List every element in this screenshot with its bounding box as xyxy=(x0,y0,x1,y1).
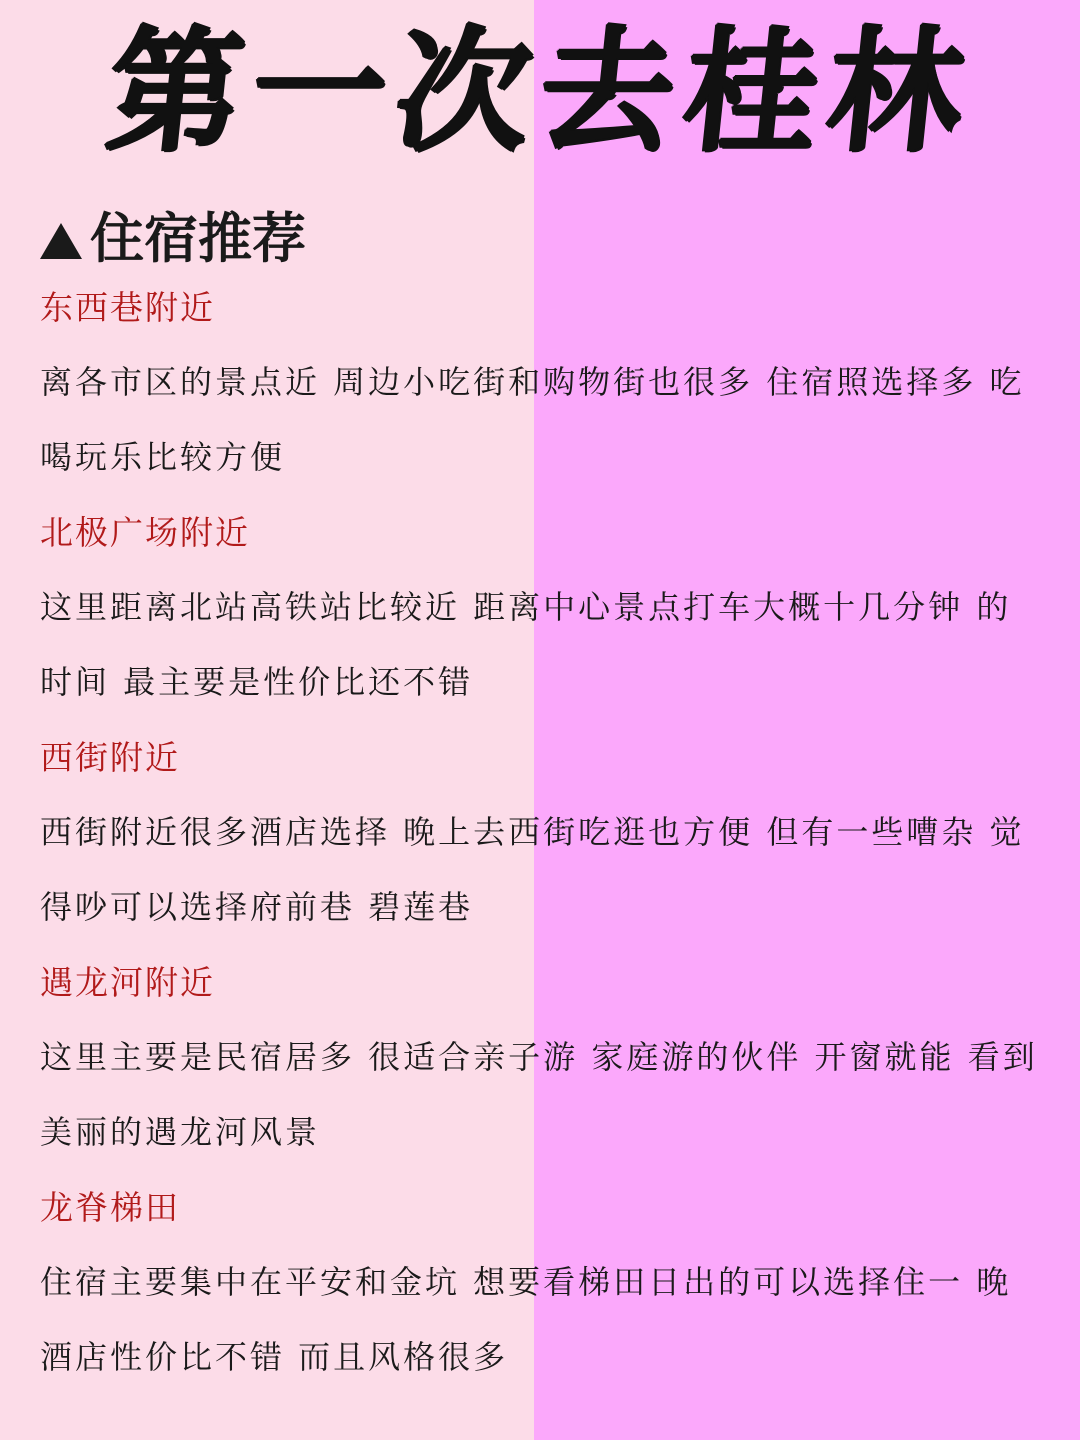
area-description: 离各市区的景点近 周边小吃街和购物街也很多 住宿照选择多 吃喝玩乐比较方便 xyxy=(40,363,1025,476)
triangle-icon xyxy=(40,223,82,259)
area-item xyxy=(40,495,1040,720)
area-name: 遇龙河附近 xyxy=(40,963,215,1002)
accommodation-list xyxy=(40,270,1040,1395)
section-heading xyxy=(40,204,306,274)
section-heading-label: 住宿推荐 xyxy=(90,207,306,270)
area-description: 这里距离北站高铁站比较近 距离中心景点打车大概十几分钟 的时间 最主要是性价比还不错 xyxy=(40,588,1012,701)
page-title: 第一次去桂林 xyxy=(99,12,981,170)
area-name: 北极广场附近 xyxy=(40,513,250,552)
area-item xyxy=(40,945,1040,1170)
area-item xyxy=(40,270,1040,495)
area-name: 西街附近 xyxy=(40,738,180,777)
area-description: 西街附近很多酒店选择 晚上去西街吃逛也方便 但有一些嘈杂 觉得吵可以选择府前巷 碧莲巷 xyxy=(40,813,1025,926)
area-item xyxy=(40,1170,1040,1395)
area-item xyxy=(40,720,1040,945)
area-description: 这里主要是民宿居多 很适合亲子游 家庭游的伙伴 开窗就能 看到美丽的遇龙河风景 xyxy=(40,1038,1038,1151)
area-name: 龙脊梯田 xyxy=(40,1188,180,1227)
area-name: 东西巷附近 xyxy=(40,288,215,327)
area-description: 住宿主要集中在平安和金坑 想要看梯田日出的可以选择住一 晚 酒店性价比不错 而且风格很多 xyxy=(40,1263,1012,1376)
